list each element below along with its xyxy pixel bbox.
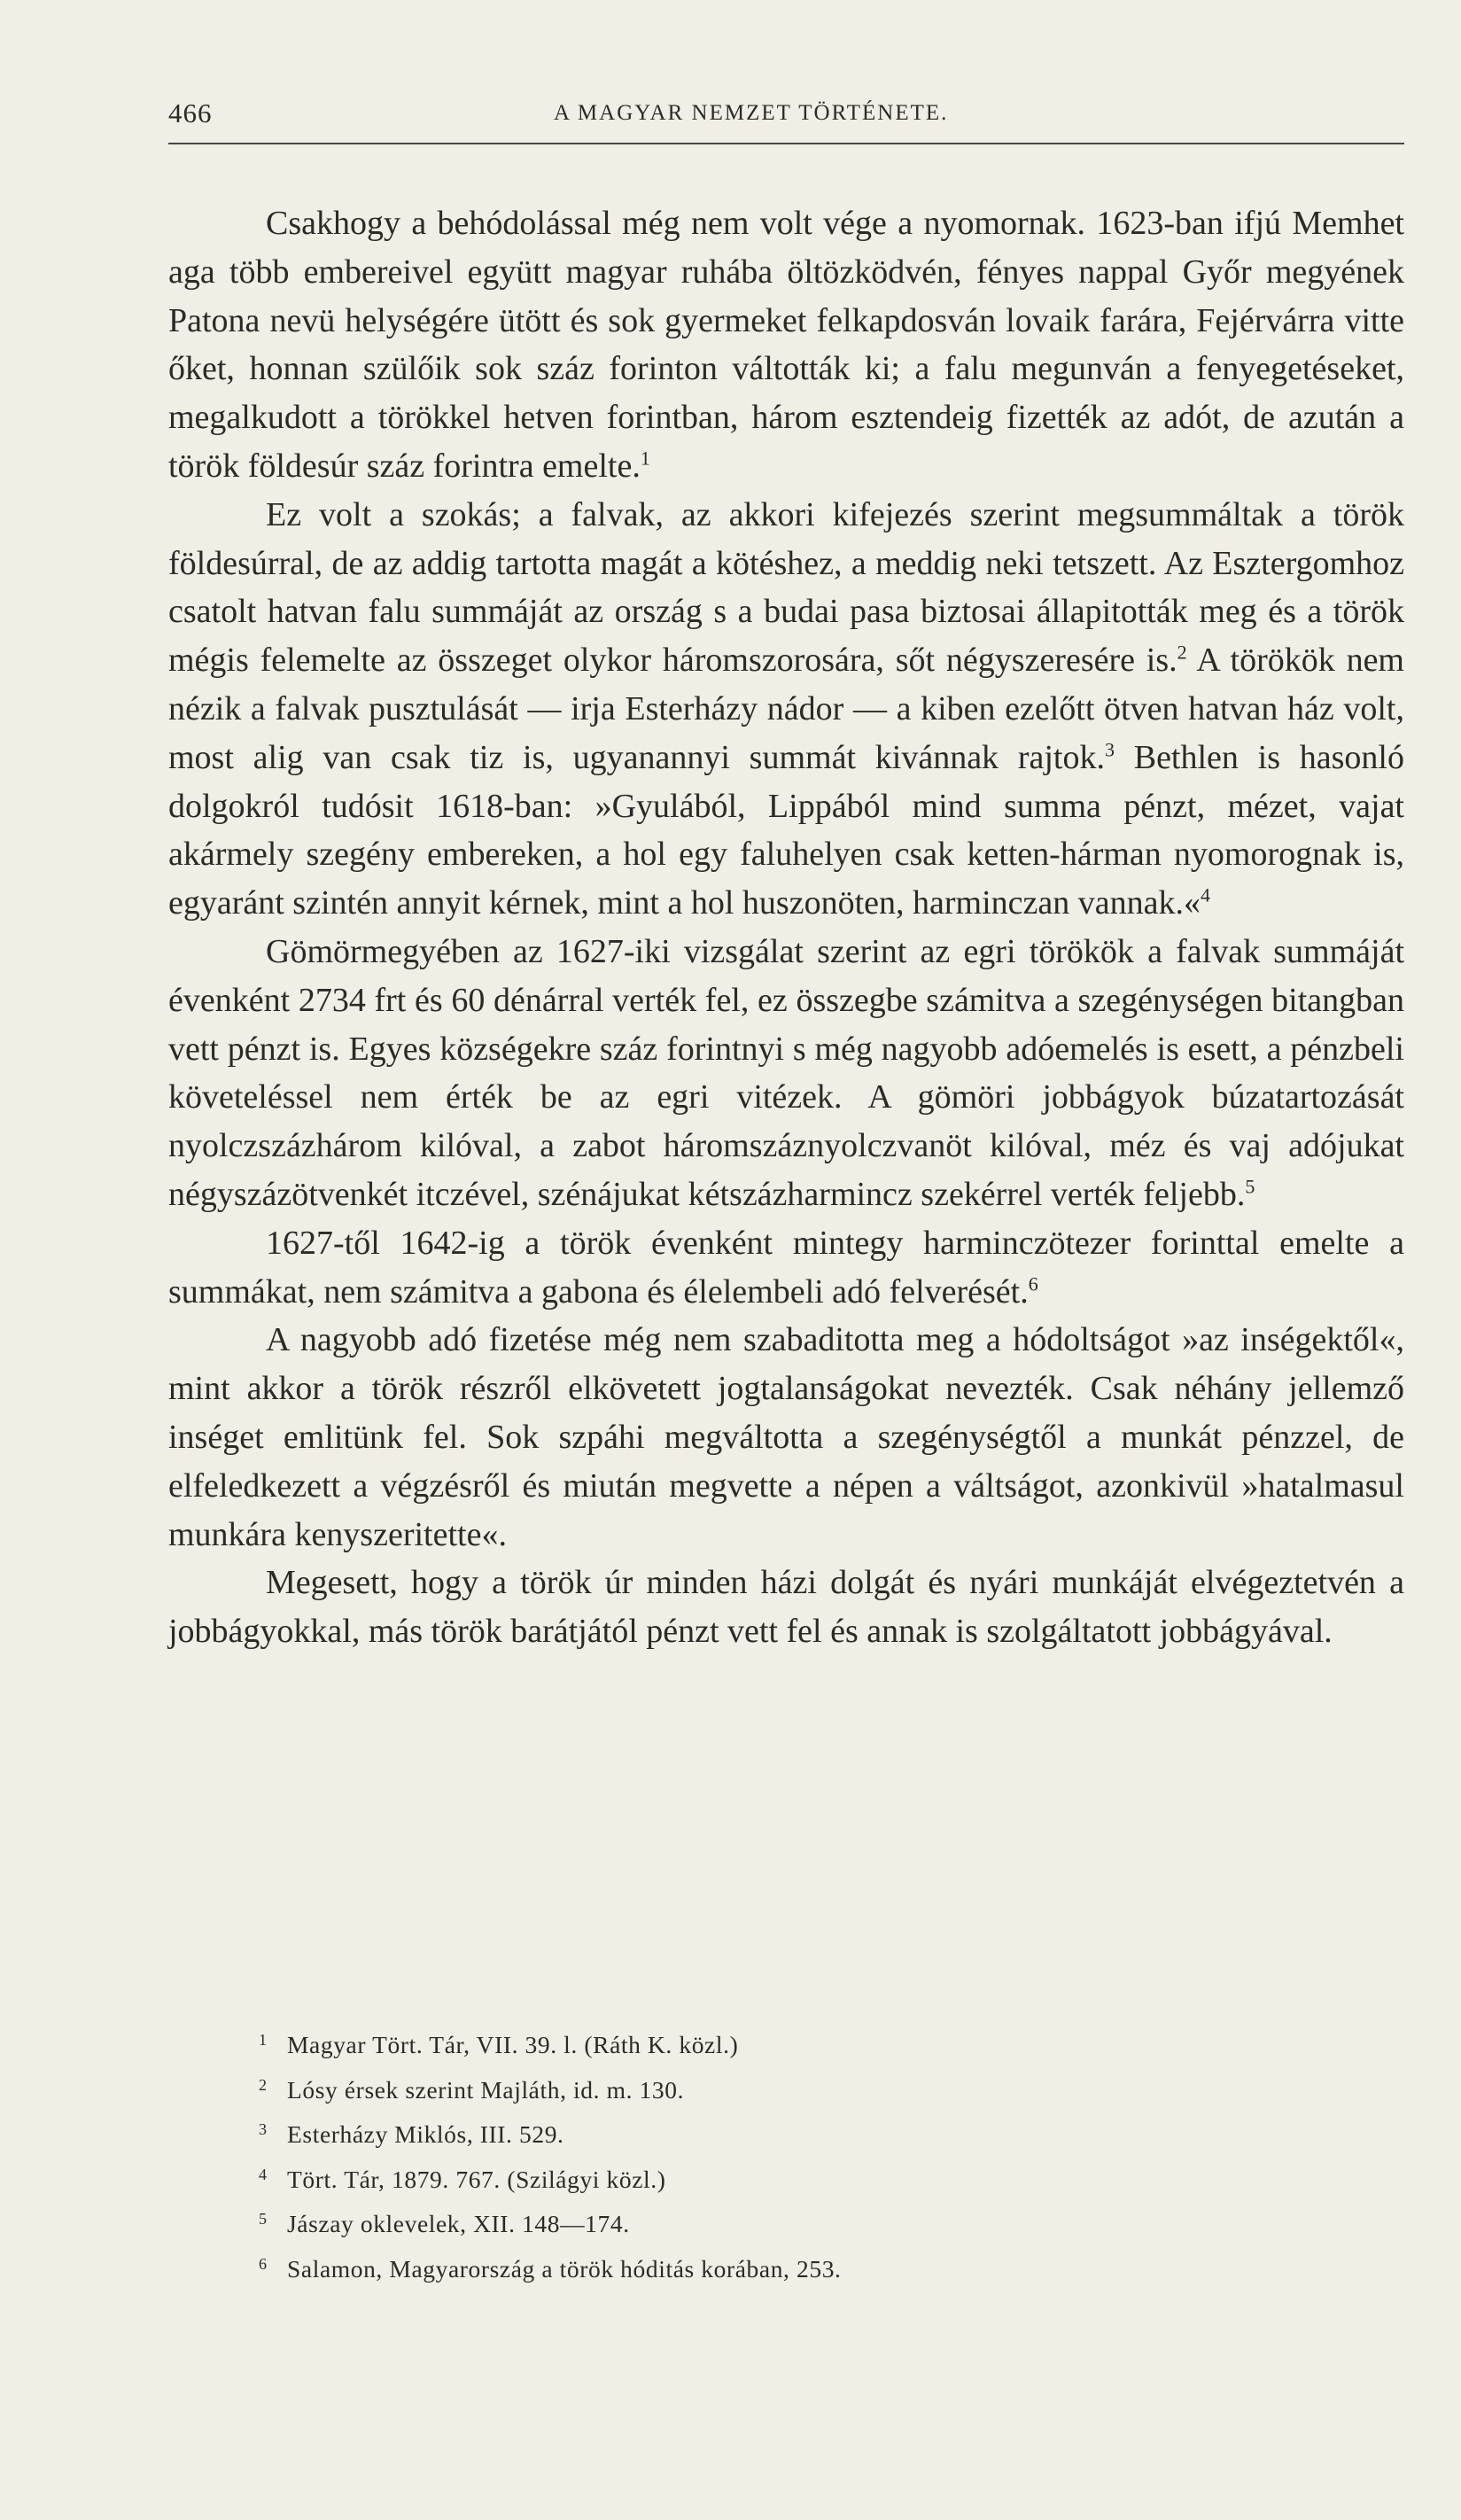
footnote-mark: 3: [259, 2120, 268, 2138]
paragraph: [168, 199, 1404, 491]
footnote: [259, 2065, 1402, 2111]
paragraph: [168, 1316, 1404, 1559]
footnote-reference: 5: [1245, 1175, 1255, 1198]
footnote-reference: 1: [640, 447, 650, 470]
page-header: [168, 96, 1404, 136]
header-rule: [168, 143, 1404, 144]
paragraph-text: Bethlen is hasonló dolgokról tudósit 1618-ban: »Gyulából, Lippából mind summa pénzt, mézet, vajat akármely szegény embereken, a hol egy faluhelyen csak ketten-hárman nyomorognak is, egyaránt szintén annyit kérnek, mint a hol huszonöten, harminczan vannak.«: [168, 738, 1404, 922]
paragraph-text: Gömörmegyében az 1627-iki vizsgálat szerint az egri törökök a falvak summáját évenként 2734 frt és 60 dénárral verték fel, ez összegbe számitva a szegénységen bitangban vett pénzt is. Egyes községekre száz forintnyi s még nagyobb adóemelés is esett, a pénzbeli követeléssel nem érték be az egri vitézek. A gömöri jobbágyok búzatartozását nyolczszázhárom kilóval, a zabot háromszáznyolczvanöt kilóval, méz és vaj adójukat négyszázötvenkét itczével, szénájukat kétszázharmincz szekérrel verték feljebb.: [168, 932, 1404, 1213]
paragraph-text: Csakhogy a behódolással még nem volt vége a nyomornak. 1623-ban ifjú Memhet aga több embereivel együtt magyar ruhába öltözködvén, fényes nappal Győr megyének Patona nevü helységére ütött és sok gyermeket felkapdosván lovaik farára, Fejérvárra vitte őket, honnan szülőik sok száz forinton váltották ki; a falu megunván a fenyegetéseket, megalkudott a törökkel hetven forintban, három esztendeig fizették az adót, de azután a török földesúr száz forintra emelte.: [168, 205, 1404, 485]
main-text: [168, 199, 1404, 1656]
footnote: [259, 2155, 1402, 2200]
footnote-mark: 1: [259, 2031, 268, 2049]
footnote: [259, 2020, 1402, 2065]
paragraph: [168, 1559, 1404, 1656]
footnote: [259, 2110, 1402, 2155]
footnote-text: Esterházy Miklós, III. 529.: [287, 2120, 564, 2148]
paragraph-text: 1627-től 1642-ig a török évenként mintegy harminczötezer forinttal emelte a summákat, nem számitva a gabona és élelembeli adó felverését.: [168, 1224, 1404, 1311]
paragraph-text: Megesett, hogy a török úr minden házi dolgát és nyári munkáját elvégeztetvén a jobbágyokkal, más török barátjától pénzt vett fel és annak is szolgáltatott jobbágyával.: [168, 1564, 1404, 1651]
paragraph: [168, 1219, 1404, 1317]
footnote-text: Salamon, Magyarország a török hóditás korában, 253.: [287, 2254, 842, 2283]
footnote: [259, 2199, 1402, 2244]
footnote-mark: 6: [259, 2254, 268, 2273]
footnote-reference: 6: [1028, 1272, 1038, 1295]
footnotes: [259, 2020, 1402, 2289]
footnote-mark: 5: [259, 2210, 268, 2228]
paragraph: [168, 928, 1404, 1219]
running-title: A MAGYAR NEMZET TÖRTÉNETE.: [554, 101, 949, 125]
footnote-reference: 2: [1177, 641, 1187, 664]
footnote-reference: 4: [1200, 883, 1210, 906]
footnote-text: Tört. Tár, 1879. 767. (Szilágyi közl.): [287, 2165, 666, 2193]
footnote-text: Jászay oklevelek, XII. 148—174.: [287, 2210, 630, 2237]
footnote-reference: 3: [1104, 738, 1115, 761]
paragraph-text: A nagyobb adó fizetése még nem szabaditotta meg a hódoltságot »az inségektől«, mint akkor a török részről elkövetett jogtalanságokat nevezték. Csak néhány jellemző inséget emlitünk fel. Sok szpáhi megváltotta a szegénységtől a munkát pénzzel, de elfeledkezett a végzésről és miután megvette a népen a váltságot, azonkivül »hatalmasul munkára kenyszeritette«.: [168, 1321, 1404, 1553]
footnote-mark: 4: [259, 2165, 268, 2183]
page-number: 466: [168, 97, 213, 128]
paragraph-text: Ez volt a szokás; a falvak, az akkori kifejezés szerint megsummáltak a török földesúrral, de az addig tartotta magát a kötéshez, a meddig neki tetszett. Az Esztergomhoz csatolt hatvan falu summáját az ország s a budai pasa biztosai állapitották meg és a török mégis felemelte az összeget olykor háromszorosára, sőt négyszeresére is.: [168, 495, 1404, 680]
paragraph-text: A törökök nem nézik a falvak pusztulását — irja Esterházy nádor — a kiben ezelőtt ötven hatvan ház volt, most alig van csak tiz is, ugyanannyi summát kivánnak rajtok.: [168, 642, 1404, 776]
footnote-text: Lósy érsek szerint Majláth, id. m. 130.: [287, 2075, 685, 2104]
footnote-mark: 2: [259, 2075, 268, 2094]
footnote-text: Magyar Tört. Tár, VII. 39. l. (Ráth K. közl.): [287, 2031, 739, 2058]
paragraph: [168, 491, 1404, 928]
footnote: [259, 2244, 1402, 2290]
